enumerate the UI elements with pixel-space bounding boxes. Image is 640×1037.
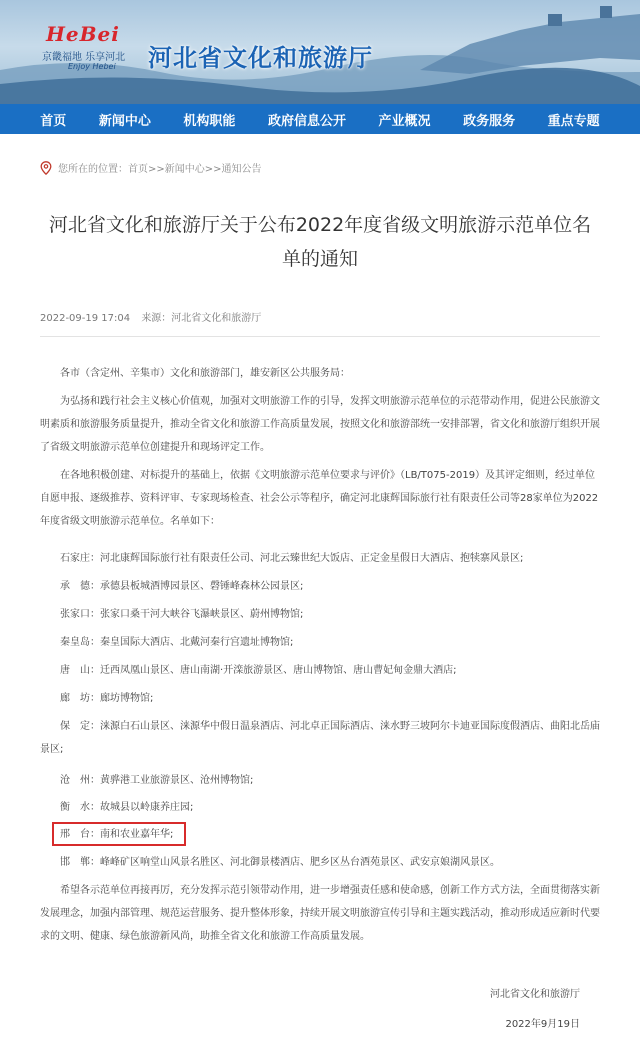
site-title: 河北省文化和旅游厅 — [148, 44, 373, 72]
list-item-zhangjiakou: 张家口：张家口桑干河大峡谷飞瀑峡景区、蔚州博物馆; — [60, 609, 304, 620]
list-item-cangzhou: 沧 州：黄骅港工业旅游景区、沧州博物馆; — [60, 775, 254, 786]
paragraph-intro: 为弘扬和践行社会主义核心价值观，加强对文明旅游工作的引导，发挥文明旅游示范单位的示范带动作用，促进公民旅游文明素质和旅游服务质量提升，推动全省文化和旅游工作高质量发展，按照文化和旅游部统一安排部署，省文化和旅游厅组织开展了省级文明旅游示范单位创建提升和现场评定工作。 — [40, 396, 600, 453]
list-item-hengshui: 衡 水：故城县以岭康养庄园; — [60, 802, 194, 813]
nav-topics[interactable]: 重点专题 — [547, 113, 600, 129]
paragraph-basis: 在各地积极创建、对标提升的基础上，依据《文明旅游示范单位要求与评价》（LB/T075-2019）及其评定细则，经过单位自愿申报、逐级推荐、资料评审、专家现场检查、社会公示等程序，确定河北康辉国际旅行社有限责任公司等28家单位为2022年度省级文明旅游示范单位。名单如下： — [40, 470, 599, 527]
nav-industry[interactable]: 产业概况 — [378, 113, 431, 129]
header-banner — [0, 0, 640, 104]
sign-date: 2022年9月19日 — [505, 1019, 580, 1030]
article-source: 来源：河北省文化和旅游厅 — [141, 313, 262, 324]
list-item-handan: 邯 郸：峰峰矿区响堂山风景名胜区、河北御景楼酒店、肥乡区丛台酒苑景区、武安京娘湖风景区。 — [60, 857, 500, 868]
nav-gov-info[interactable]: 政府信息公开 — [267, 113, 346, 129]
breadcrumb — [40, 160, 262, 175]
nav-functions[interactable]: 机构职能 — [183, 113, 236, 129]
list-item-qinhuangdao: 秦皇岛：秦皇国际大酒店、北戴河秦行宫遗址博物馆; — [60, 637, 294, 648]
site-logo[interactable] — [42, 22, 142, 78]
logo-wordmark: HeBei — [46, 22, 120, 46]
nav-home[interactable]: 首页 — [40, 113, 67, 129]
list-item-chengde: 承 德：承德县板城酒博园景区、磬锤峰森林公园景区; — [60, 581, 304, 592]
paragraph-closing: 希望各示范单位再接再厉，充分发挥示范引领带动作用，进一步增强责任感和使命感，创新工作方式方法，全面贯彻落实新发展理念，加强内部管理、规范运营服务、提升整体形象，持续开展文明旅游宣传引导和主题实践活动，推动形成适应新时代要求的文明、健康、绿色旅游新风尚，助推全省文化和旅游工作高质量发展。 — [40, 885, 600, 942]
article-meta — [40, 309, 261, 324]
nav-news-center[interactable]: 新闻中心 — [98, 113, 151, 129]
divider — [40, 336, 600, 337]
main-nav — [0, 104, 640, 134]
highlight-box-xingtai — [52, 822, 186, 846]
list-item-xingtai: 邢 台：南和农业嘉年华; — [60, 829, 174, 840]
logo-english: Enjoy Hebei — [68, 62, 116, 71]
list-item-baoding: 保 定：涞源白石山景区、涞源华中假日温泉酒店、河北卓正国际酒店、涞水野三坡阿尔卡迪亚国际度假酒店、曲阳北岳庙景区; — [40, 721, 600, 755]
logo-slogan: 京畿福地 乐享河北 — [42, 52, 126, 63]
list-item-shijiazhuang: 石家庄：河北康辉国际旅行社有限责任公司、河北云臻世纪大饭店、正定金星假日大酒店、抱犊寨风景区; — [60, 553, 524, 564]
breadcrumb-text[interactable]: 您所在的位置：首页>>新闻中心>>通知公告 — [58, 164, 262, 175]
article-date: 2022-09-19 17:04 — [40, 313, 131, 324]
article-title: 河北省文化和旅游厅关于公布2022年度省级文明旅游示范单位名单的通知 — [48, 214, 592, 270]
list-item-langfang: 廊 坊：廊坊博物馆; — [60, 693, 154, 704]
nav-services[interactable]: 政务服务 — [463, 113, 516, 129]
location-pin-icon — [40, 161, 52, 175]
list-item-tangshan: 唐 山：迁西凤凰山景区、唐山南湖·开滦旅游景区、唐山博物馆、唐山曹妃甸金鼎大酒店; — [60, 665, 457, 676]
signature: 河北省文化和旅游厅 — [490, 989, 580, 1000]
salutation: 各市（含定州、辛集市）文化和旅游部门，雄安新区公共服务局： — [60, 368, 350, 379]
